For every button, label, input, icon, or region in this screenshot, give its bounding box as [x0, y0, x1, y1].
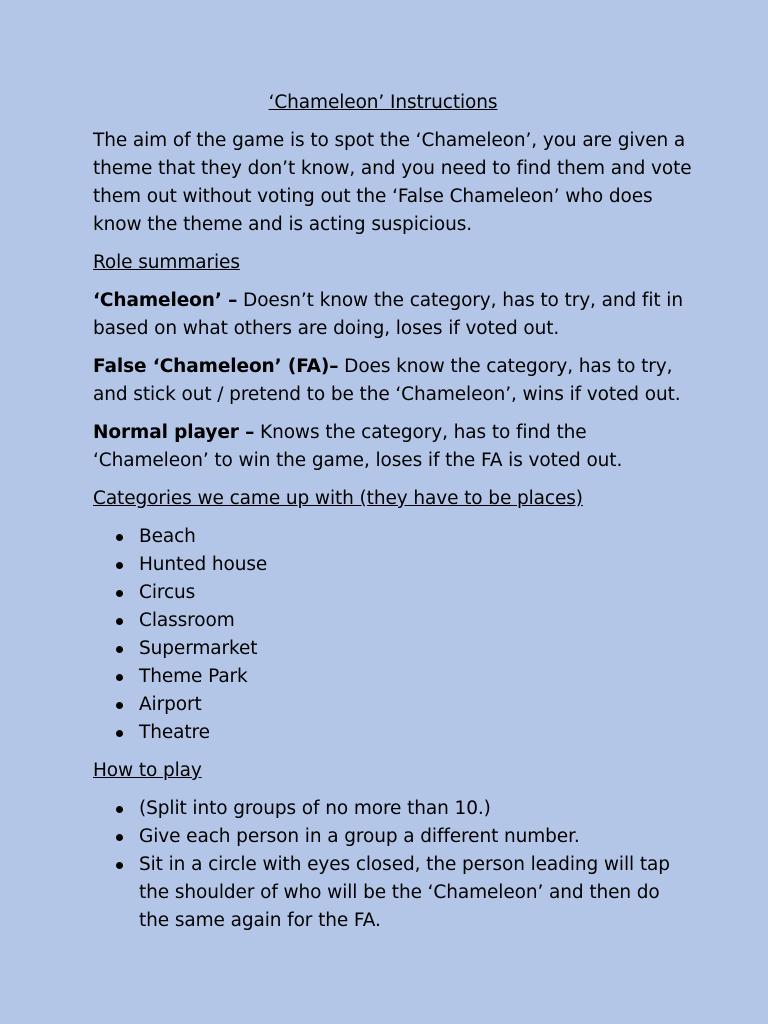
list-item: Classroom [93, 607, 693, 635]
document-title: ‘Chameleon’ Instructions [268, 92, 498, 113]
role-false-chameleon [93, 353, 693, 409]
role-summaries-heading: Role summaries [93, 252, 240, 273]
categories-heading: Categories we came up with (they have to be places) [93, 488, 583, 509]
role-description: Does know the category, has to try, and stick out / pretend to be the ‘Chameleon’, wins if voted out. [93, 356, 681, 405]
list-item: (Split into groups of no more than 10.) [93, 795, 693, 823]
list-item: Supermarket [93, 635, 693, 663]
role-chameleon [93, 287, 693, 343]
intro-paragraph: The aim of the game is to spot the ‘Chameleon’, you are given a theme that they don’t know, and you need to find them and vote them out without voting out the ‘False Chameleon’ who does know the theme and is acting suspicious. [93, 130, 692, 235]
list-item: Theme Park [93, 663, 693, 691]
role-name: Normal player – [93, 422, 255, 443]
how-to-play-heading: How to play [93, 760, 202, 781]
role-description: Doesn’t know the category, has to try, and fit in based on what others are doing, loses if voted out. [93, 290, 683, 339]
list-item: Sit in a circle with eyes closed, the person leading will tap the shoulder of who will be the ‘Chameleon’ and then do the same again for the FA. [93, 851, 693, 935]
role-name: False ‘Chameleon’ (FA)– [93, 356, 339, 377]
list-item: Airport [93, 691, 693, 719]
role-name: ‘Chameleon’ – [93, 290, 238, 311]
categories-list [93, 523, 693, 747]
list-item: Hunted house [93, 551, 693, 579]
role-normal-player [93, 419, 693, 475]
how-to-play-list [93, 795, 693, 935]
list-item: Give each person in a group a different number. [93, 823, 693, 851]
list-item: Beach [93, 523, 693, 551]
list-item: Theatre [93, 719, 693, 747]
role-description: Knows the category, has to find the ‘Chameleon’ to win the game, loses if the FA is voted out. [93, 422, 623, 471]
document-body [93, 89, 693, 945]
list-item: Circus [93, 579, 693, 607]
